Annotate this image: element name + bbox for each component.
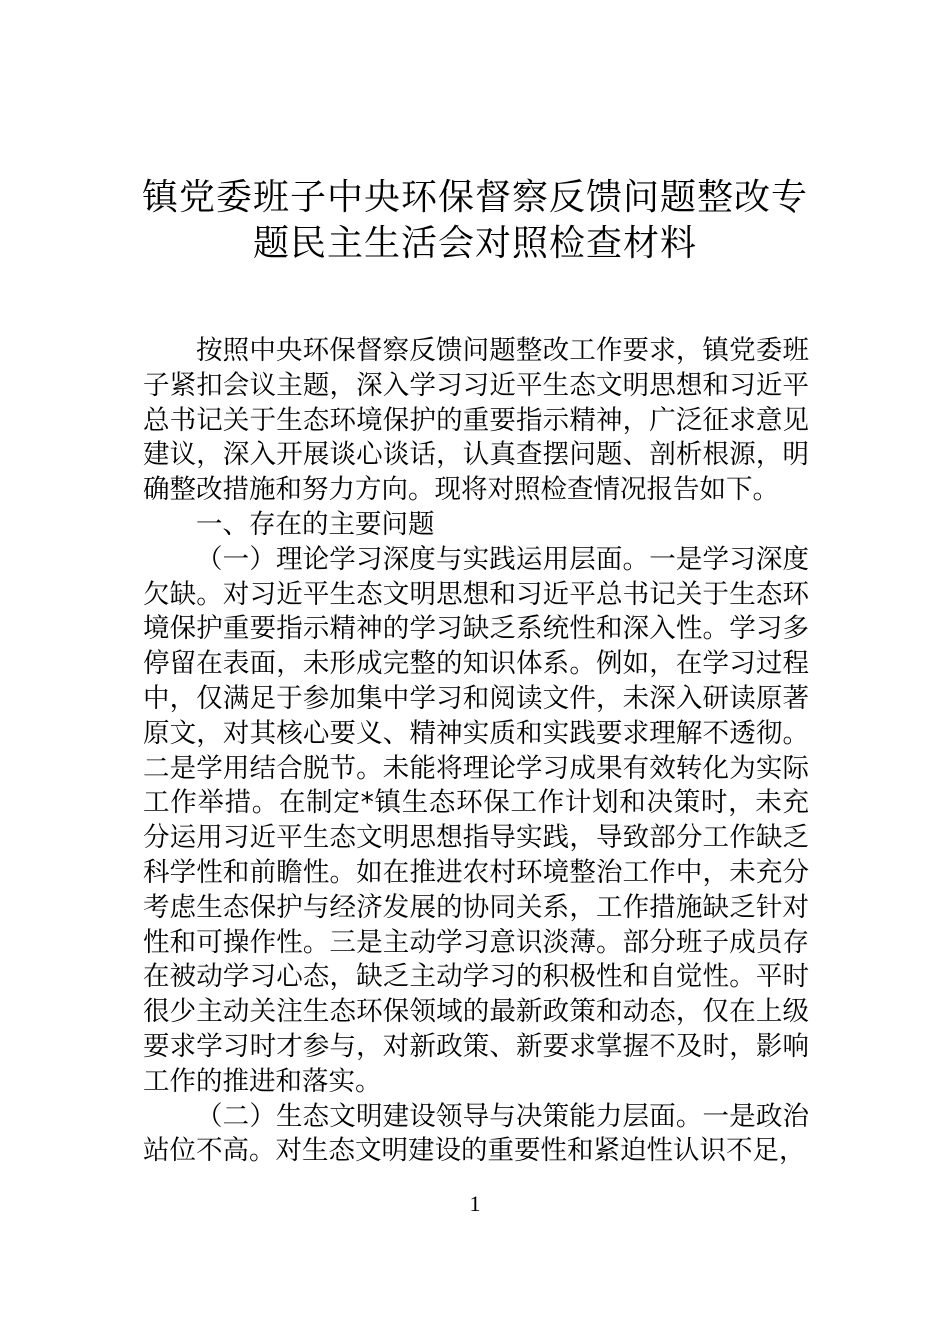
document-title-line-1: 镇党委班子中央环保督察反馈问题整改专 [141, 177, 808, 218]
subsection-leadership: （二）生态文明建设领导与决策能力层面。一是政治站位不高。对生态文明建设的重要性和紧迫性认识不足， [143, 1100, 809, 1167]
page-number: 1 [469, 1191, 481, 1216]
section-heading-problems: 一、存在的主要问题 [196, 508, 435, 540]
subsection-theory-study: （一）理论学习深度与实践运用层面。一是学习深度欠缺。对习近平生态文明思想和习近平总书记关于生态环境保护重要指示精神的学习缺乏系统性和深入性。学习多停留在表面，未形成完整的知识体系。例如，在学习过程中，仅满足于参加集中学习和阅读文件，未深入研读原著原文，对其核心要义、精神实质和实践要求理解不透彻。二是学用结合脱节。未能将理论学习成果有效转化为实际工作举措。在制定*镇生态环保工作计划和决策时，未充分运用习近平生态文明思想指导实践，导致部分工作缺乏科学性和前瞻性。如在推进农村环境整治工作中，未充分考虑生态保护与经济发展的协同关系，工作措施缺乏针对性和可操作性。三是主动学习意识淡薄。部分班子成员存在被动学习心态，缺乏主动学习的积极性和自觉性。平时很少主动关注生态环保领域的最新政策和动态，仅在上级要求学习时才参与，对新政策、新要求掌握不及时，影响工作的推进和落实。 [143, 543, 809, 1097]
document-body [143, 334, 809, 1169]
intro-paragraph: 按照中央环保督察反馈问题整改工作要求，镇党委班子紧扣会议主题，深入学习习近平生态文明思想和习近平总书记关于生态环境保护的重要指示精神，广泛征求意见建议，深入开展谈心谈话，认真查摆问题、剖析根源，明确整改措施和努力方向。现将对照检查情况报告如下。 [143, 335, 809, 506]
document-title-line-2: 题民主生活会对照检查材料 [252, 223, 697, 264]
